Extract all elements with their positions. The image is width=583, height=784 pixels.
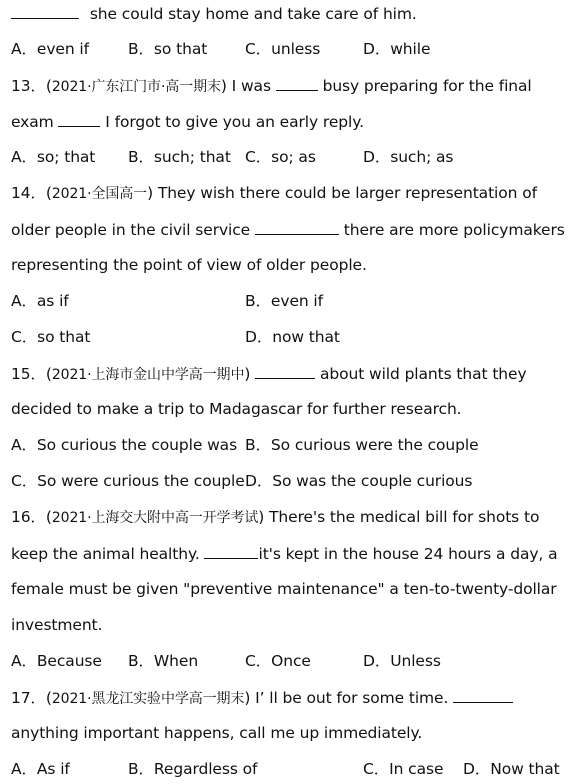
stem-text: representing the point of view of older people.	[11, 256, 367, 274]
stem-text: female must be given "preventive maintenance" a ten-to-twenty-dollar	[11, 580, 557, 598]
answer-blank	[11, 0, 79, 19]
stem-text: she could stay home and take care of him.	[89, 5, 417, 23]
stem-text: about wild plants that they	[319, 365, 527, 383]
q12-options	[11, 36, 571, 62]
option-a[interactable]: A．As if	[11, 760, 70, 778]
stem-text: keep the animal healthy.	[11, 545, 200, 563]
answer-blank	[453, 684, 513, 703]
stem-text: investment.	[11, 616, 103, 634]
question-number: 17．(	[11, 689, 52, 707]
stem-text: I forgot to give you an early reply.	[105, 113, 364, 131]
answer-blank	[58, 108, 100, 127]
q13-stem-cont	[11, 108, 364, 134]
option-a[interactable]: A．So curious the couple was	[11, 436, 238, 454]
q17-stem	[11, 684, 513, 710]
q13-options	[11, 144, 571, 170]
answer-blank	[255, 360, 315, 379]
question-number: 13．(	[11, 77, 52, 95]
q15-options-row2	[11, 468, 571, 494]
q14-options-row2	[11, 324, 571, 350]
q16-options	[11, 648, 571, 674]
option-d[interactable]: D．Unless	[363, 652, 441, 670]
q17-options	[11, 756, 571, 782]
option-b[interactable]: B．So curious were the couple	[245, 436, 479, 454]
option-b[interactable]: B．so that	[128, 40, 208, 58]
stem-text: ) There's the medical bill for shots to	[258, 508, 540, 526]
stem-text: )	[244, 365, 251, 383]
option-c[interactable]: C．so that	[11, 328, 91, 346]
option-d[interactable]: D．while	[363, 40, 431, 58]
q14-stem-cont	[11, 216, 565, 242]
stem-text: older people in the civil service	[11, 221, 251, 239]
question-number: 15．(	[11, 365, 52, 383]
q12-stem-end	[11, 0, 417, 26]
question-source: 2021·上海市金山中学高一期中	[51, 367, 245, 383]
option-a[interactable]: A．as if	[11, 292, 69, 310]
option-a[interactable]: A．Because	[11, 652, 102, 670]
stem-text: it's kept in the house 24 hours a day, a	[258, 545, 558, 563]
question-source: 2021·上海交大附中高一开学考试	[51, 510, 259, 526]
answer-blank	[255, 216, 339, 235]
option-b[interactable]: B．When	[128, 652, 199, 670]
option-a[interactable]: A．so; that	[11, 148, 96, 166]
option-d[interactable]: D．now that	[245, 328, 340, 346]
stem-text: decided to make a trip to Madagascar for further research.	[11, 400, 462, 418]
option-c[interactable]: C．so; as	[245, 148, 316, 166]
q15-options-row1	[11, 432, 571, 458]
option-c[interactable]: C．In case	[363, 760, 444, 778]
option-a[interactable]: A．even if	[11, 40, 89, 58]
option-c[interactable]: C．Once	[245, 652, 311, 670]
option-d[interactable]: D．such; as	[363, 148, 454, 166]
question-source: 2021·全国高一	[51, 186, 148, 202]
answer-blank	[204, 540, 258, 559]
question-source: 2021·黑龙江实验中学高一期末	[51, 691, 245, 707]
q16-stem-cont2	[11, 576, 557, 602]
q16-stem-cont3	[11, 612, 102, 638]
question-number: 16．(	[11, 508, 52, 526]
stem-text: anything important happens, call me up immediately.	[11, 724, 423, 742]
stem-text: ) I’ ll be out for some time.	[244, 689, 449, 707]
q13-stem	[11, 72, 532, 98]
stem-text: ) They wish there could be larger representation of	[147, 184, 537, 202]
option-b[interactable]: B．Regardless of	[128, 760, 258, 778]
stem-text: exam	[11, 113, 54, 131]
q14-options-row1	[11, 288, 571, 314]
stem-text: there are more policymakers	[343, 221, 565, 239]
q14-stem-cont2	[11, 252, 367, 278]
question-number: 14．(	[11, 184, 52, 202]
option-d[interactable]: D．Now that	[463, 760, 560, 778]
stem-text: busy preparing for the final	[322, 77, 532, 95]
option-d[interactable]: D．So was the couple curious	[245, 472, 473, 490]
q17-stem-cont	[11, 720, 422, 746]
q14-stem	[11, 180, 537, 206]
option-b[interactable]: B．even if	[245, 292, 323, 310]
q15-stem-cont	[11, 396, 462, 422]
q16-stem-cont	[11, 540, 557, 566]
answer-blank	[276, 72, 318, 91]
option-b[interactable]: B．such; that	[128, 148, 231, 166]
option-c[interactable]: C．So were curious the couple	[11, 472, 245, 490]
q15-stem	[11, 360, 527, 386]
q16-stem	[11, 504, 539, 530]
option-c[interactable]: C．unless	[245, 40, 321, 58]
stem-text: ) I was	[220, 77, 271, 95]
question-source: 2021·广东江门市·高一期末	[51, 79, 221, 95]
